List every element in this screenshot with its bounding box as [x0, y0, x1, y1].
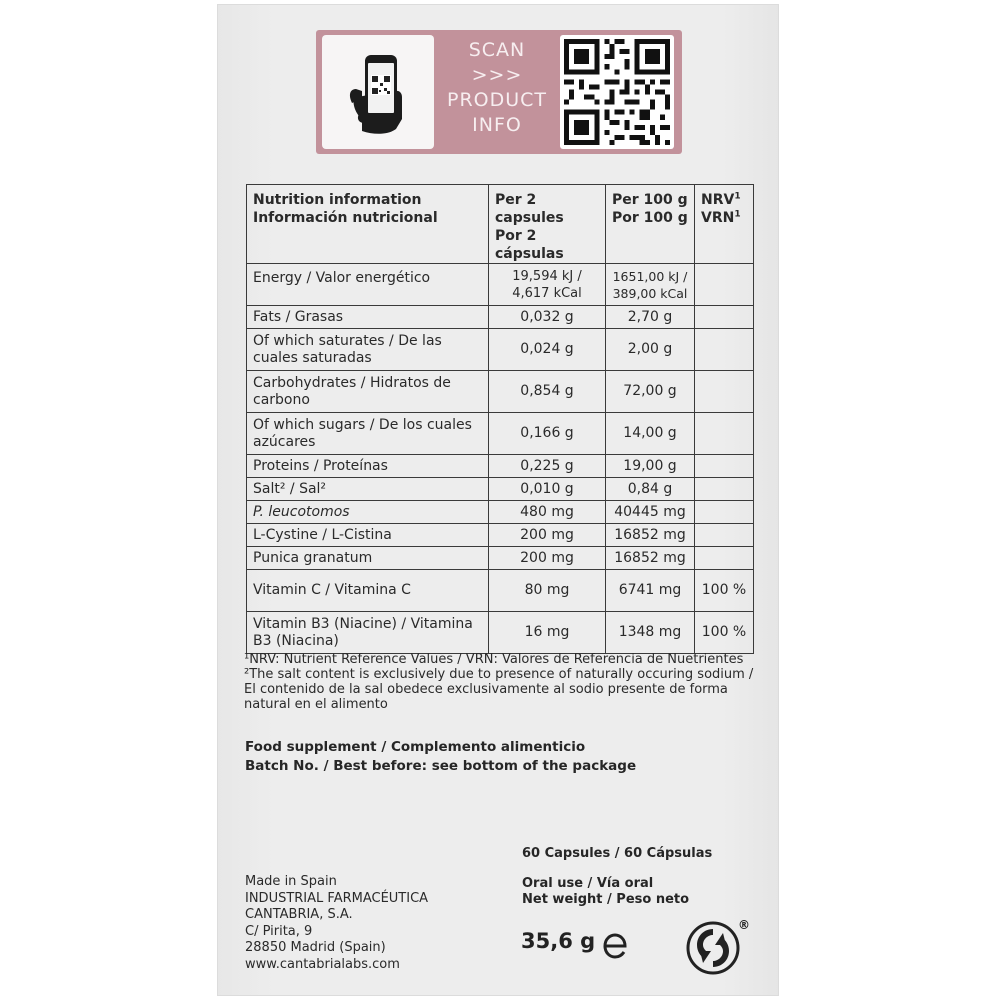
scan-line-1: SCAN	[468, 39, 526, 61]
row-label: L-Cystine / L-Cistina	[247, 524, 489, 547]
row-nrv	[695, 524, 754, 547]
footnote-salt: ²The salt content is exclusively due to presence of naturally occuring sodium / El contenido de la sal obedece exclusivamente al sodio presente de forma natural en el alimento	[244, 667, 754, 712]
header-nrv-en: NRV	[701, 192, 735, 208]
row-per-100: 14,00 g	[606, 413, 695, 455]
row-per-100: 1348 mg	[606, 612, 695, 654]
row-per-100: 0,84 g	[606, 478, 695, 501]
footnotes	[244, 652, 764, 712]
row-label: Vitamin C / Vitamina C	[247, 570, 489, 612]
row-label: Of which saturates / De las cuales saturadas	[247, 329, 489, 371]
table-row	[247, 329, 754, 371]
oral-use-text: Oral use / Vía oral	[522, 876, 654, 891]
street-address: C/ Pirita, 9	[245, 923, 313, 939]
scan-line-2: >>>	[471, 64, 523, 86]
row-nrv	[695, 413, 754, 455]
row-per-2: 16 mg	[489, 612, 606, 654]
row-per-100: 1651,00 kJ / 389,00 kCal	[606, 264, 695, 306]
website-link[interactable]: www.cantabrialabs.com	[245, 956, 400, 972]
row-nrv	[695, 329, 754, 371]
header-nrv-sup: 1	[734, 191, 741, 202]
header-per-2-es: Por 2 cápsulas	[495, 228, 564, 262]
row-label: P. leucotomos	[247, 501, 489, 524]
usage-info	[522, 876, 689, 908]
row-label: Vitamin B3 (Niacine) / Vitamina B3 (Niacina)	[247, 612, 489, 654]
table-row	[247, 612, 754, 654]
table-row	[247, 413, 754, 455]
row-nrv	[695, 547, 754, 570]
row-label: Proteins / Proteínas	[247, 455, 489, 478]
row-per-2: 19,594 kJ / 4,617 kCal	[489, 264, 606, 306]
row-per-2: 0,032 g	[489, 306, 606, 329]
capsule-count: 60 Capsules / 60 Cápsulas	[522, 846, 713, 861]
header-vrn-sup: 1	[734, 209, 741, 220]
row-per-100: 16852 mg	[606, 547, 695, 570]
table-row	[247, 371, 754, 413]
footnote-nrv: ¹NRV: Nutrient Reference Values / VRN: Valores de Referencia de Nuetrientes	[244, 652, 744, 667]
row-per-100: 16852 mg	[606, 524, 695, 547]
estimated-sign-icon	[598, 930, 630, 962]
phone-hand-qr-icon	[322, 35, 434, 149]
header-nutrition-en: Nutrition information	[253, 192, 422, 208]
row-per-100: 2,00 g	[606, 329, 695, 371]
qr-code-icon[interactable]	[560, 35, 674, 149]
row-per-2: 480 mg	[489, 501, 606, 524]
table-row	[247, 455, 754, 478]
header-per-2	[489, 185, 606, 264]
table-row	[247, 264, 754, 306]
table-header-row	[247, 185, 754, 264]
row-label: Punica granatum	[247, 547, 489, 570]
scan-banner	[316, 30, 682, 154]
row-nrv	[695, 478, 754, 501]
row-per-100: 19,00 g	[606, 455, 695, 478]
row-nrv	[695, 371, 754, 413]
row-per-100: 6741 mg	[606, 570, 695, 612]
net-weight-label: Net weight / Peso neto	[522, 892, 690, 907]
header-per-100-es: Por 100 g	[612, 210, 688, 226]
row-nrv: 100 %	[695, 612, 754, 654]
row-label: Carbohydrates / Hidratos de carbono	[247, 371, 489, 413]
header-per-2-en: Per 2 capsules	[495, 192, 564, 226]
header-per-100	[606, 185, 695, 264]
food-supplement-text: Food supplement / Complemento alimenticio	[245, 739, 586, 755]
table-row	[247, 570, 754, 612]
manufacturer-address	[245, 874, 428, 973]
made-in-text: Made in Spain	[245, 874, 337, 889]
scan-product-info-text	[434, 38, 560, 138]
row-per-100: 2,70 g	[606, 306, 695, 329]
scan-line-4: INFO	[472, 114, 522, 136]
nutrition-table	[246, 184, 754, 654]
header-vrn-es: VRN	[701, 210, 735, 226]
row-per-2: 0,225 g	[489, 455, 606, 478]
row-nrv	[695, 455, 754, 478]
table-row	[247, 501, 754, 524]
table-row	[247, 478, 754, 501]
row-nrv	[695, 306, 754, 329]
row-nrv	[695, 501, 754, 524]
row-label: Of which sugars / De los cuales azúcares	[247, 413, 489, 455]
row-per-2: 0,854 g	[489, 371, 606, 413]
header-nutrition	[247, 185, 489, 264]
row-label: Salt² / Sal²	[247, 478, 489, 501]
table-row	[247, 306, 754, 329]
row-nrv: 100 %	[695, 570, 754, 612]
supplement-info	[245, 738, 765, 776]
row-per-2: 200 mg	[489, 524, 606, 547]
batch-text: Batch No. / Best before: see bottom of the package	[245, 758, 637, 774]
table-row	[247, 547, 754, 570]
header-per-100-en: Per 100 g	[612, 192, 688, 208]
row-per-100: 72,00 g	[606, 371, 695, 413]
header-nrv	[695, 185, 754, 264]
header-nutrition-es: Información nutricional	[253, 210, 438, 226]
company-name: INDUSTRIAL FARMACÉUTICA	[245, 890, 429, 906]
city-address: 28850 Madrid (Spain)	[245, 940, 386, 955]
row-per-2: 0,024 g	[489, 329, 606, 371]
row-per-2: 0,010 g	[489, 478, 606, 501]
company-name-2: CANTABRIA, S.A.	[245, 907, 353, 922]
row-per-2: 200 mg	[489, 547, 606, 570]
row-per-100: 40445 mg	[606, 501, 695, 524]
row-label: Fats / Grasas	[247, 306, 489, 329]
table-row	[247, 524, 754, 547]
scan-line-3: PRODUCT	[446, 89, 548, 111]
row-nrv	[695, 264, 754, 306]
row-label: Energy / Valor energético	[247, 264, 489, 306]
net-weight-value: 35,6 g	[521, 929, 596, 953]
row-per-2: 0,166 g	[489, 413, 606, 455]
registered-mark: ®	[738, 918, 750, 932]
row-per-2: 80 mg	[489, 570, 606, 612]
green-dot-recycling-icon	[686, 921, 740, 975]
